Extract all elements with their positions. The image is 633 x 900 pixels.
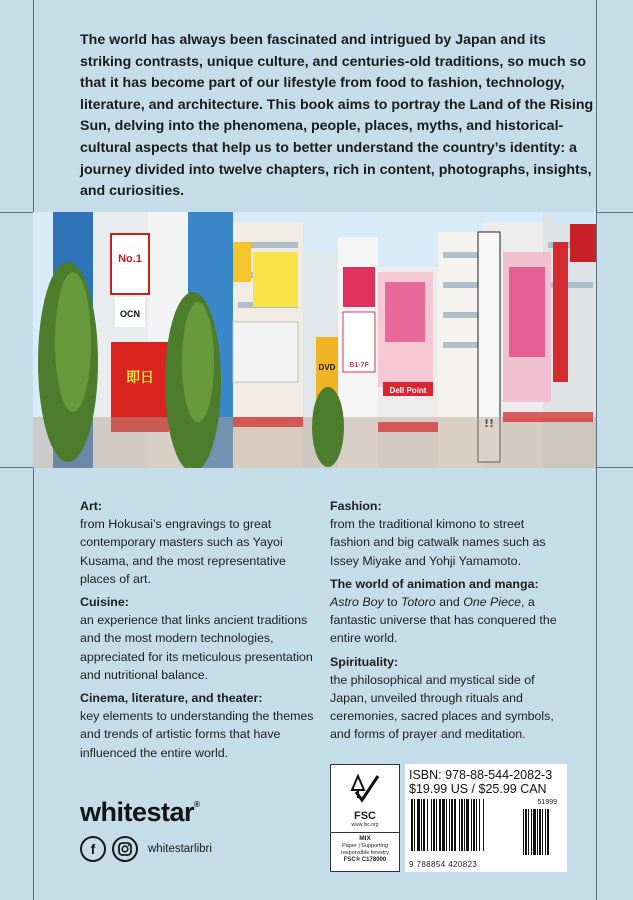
barcode-bar xyxy=(431,799,432,851)
fsc-code: FSC® C178000 xyxy=(343,857,387,863)
barcode-bar xyxy=(454,799,456,851)
barcode-bar xyxy=(473,799,475,851)
feature-text xyxy=(330,593,562,648)
feature-animation xyxy=(330,575,562,648)
work-title: Astro Boy xyxy=(330,595,384,610)
feature-title: Cuisine: xyxy=(80,595,129,610)
work-title: Totoro xyxy=(400,595,436,610)
barcode-addon-bar xyxy=(542,809,543,855)
barcode-bar xyxy=(442,799,445,851)
barcode-addon-bar xyxy=(545,809,546,855)
feature-cuisine xyxy=(80,593,320,684)
barcode xyxy=(409,799,563,869)
barcode-bar xyxy=(411,799,413,851)
akihabara-street-photo xyxy=(33,212,596,468)
barcode-bar xyxy=(439,799,441,851)
feature-text: key elements to understanding the themes and trends of artistic forms that have influenced the entire world. xyxy=(80,709,314,760)
barcode-bar xyxy=(464,799,465,851)
fsc-mix: MIX xyxy=(331,832,399,843)
barcode-bar xyxy=(476,799,477,851)
text-fragment: to xyxy=(383,595,401,610)
barcode-bar xyxy=(483,799,484,851)
barcode-bar xyxy=(423,799,425,851)
barcode-ean-number: 9 788854 420823 xyxy=(409,860,478,869)
logo-text: whitestar xyxy=(80,797,195,827)
social-handle[interactable]: whitestarlibri xyxy=(148,843,212,855)
barcode-bars xyxy=(409,799,563,861)
feature-text: from the traditional kimono to street fashion and big catwalk names such as Issey Miyake and Yohji Yamamoto. xyxy=(330,517,546,568)
barcode-bar xyxy=(449,799,450,851)
publisher-logo xyxy=(80,797,199,828)
billboard-exclaim-text: !! xyxy=(483,417,495,430)
feature-title: Cinema, literature, and theater: xyxy=(80,691,263,706)
price-text: $19.99 US / $25.99 CAN xyxy=(409,782,547,796)
instagram-icon[interactable] xyxy=(112,836,138,862)
billboard-dvd-text: DVD xyxy=(318,363,336,372)
work-title: One Piece xyxy=(463,595,522,610)
fsc-description: Paper | Supporting xyxy=(342,843,388,849)
barcode-addon-number: 51999 xyxy=(537,799,557,806)
feature-text: from Hokusai’s engravings to great contemporary masters such as Yayoi Kusama, and the most representative places of art. xyxy=(80,517,286,586)
isbn-barcode-box xyxy=(405,764,567,872)
barcode-bar xyxy=(451,799,453,851)
barcode-bar xyxy=(446,799,447,851)
feature-art xyxy=(80,497,320,588)
barcode-bar xyxy=(479,799,480,851)
text-fragment: and xyxy=(435,595,464,610)
feature-spirituality xyxy=(330,653,562,744)
text-fragment: , a fantastic universe that has conquered the entire world. xyxy=(330,595,557,646)
barcode-addon-bar xyxy=(528,809,529,855)
feature-cinema xyxy=(80,689,320,762)
feature-title: Art: xyxy=(80,499,103,513)
feature-list-right xyxy=(330,497,562,749)
feature-text: an experience that links ancient traditions and the most modern technologies, appreciated for its meticulous presentation and nutritional balance. xyxy=(80,613,313,682)
billboard-dell-point-text: Dell Point xyxy=(389,386,427,395)
barcode-bar xyxy=(459,799,460,851)
barcode-addon-bar xyxy=(531,809,532,855)
barcode-bar xyxy=(427,799,428,851)
barcode-bar xyxy=(436,799,437,851)
intro-paragraph: The world has always been fascinated and intrigued by Japan and its striking contrasts, unique culture, and centuries-old traditions, so much so that it has become part of our lifestyle from food to fashion, technology, literature, and architecture. This book aims to portray the Land of the Rising Sun, delving into the phenomena, people, places, myths, and historical-cultural aspects that help us to better understand the country’s identity: a journey divided into twelve chapters, rich in content, photographs, insights, and curiosities. xyxy=(80,32,594,200)
barcode-addon-bar xyxy=(539,809,541,855)
feature-list-left xyxy=(80,497,320,767)
billboard-no1-text: No.1 xyxy=(118,253,142,265)
fsc-name: FSC xyxy=(354,810,376,822)
barcode-bar xyxy=(433,799,435,851)
registered-mark: ® xyxy=(194,800,200,809)
billboard-floor-text: B1-7F xyxy=(349,362,369,369)
fsc-url: www.fsc.org xyxy=(351,822,379,828)
billboard-sokujitsu-text: 即日 xyxy=(126,370,154,386)
fsc-tree-check-icon xyxy=(348,770,382,804)
social-links xyxy=(80,836,212,862)
barcode-addon-bar xyxy=(547,809,549,855)
barcode-bar xyxy=(417,799,420,851)
barcode-addon-bar xyxy=(533,809,536,855)
feature-title: The world of animation and manga: xyxy=(330,576,539,591)
barcode-bar xyxy=(471,799,472,851)
barcode-bar xyxy=(466,799,469,851)
barcode-addon-bar xyxy=(525,809,527,855)
barcode-bar xyxy=(461,799,463,851)
feature-title: Fashion: xyxy=(330,499,382,513)
fsc-description: responsible forestry xyxy=(341,849,389,856)
facebook-glyph: f xyxy=(90,842,96,856)
barcode-addon-bar xyxy=(537,809,538,855)
barcode-bar xyxy=(421,799,422,851)
feature-fashion xyxy=(330,497,562,570)
isbn-number: ISBN: 978-88-544-2082-3 xyxy=(409,768,553,782)
facebook-icon[interactable] xyxy=(80,836,106,862)
billboard-ocn-text: OCN xyxy=(120,309,140,319)
barcode-bar xyxy=(414,799,415,851)
barcode-addon-bar xyxy=(523,809,524,855)
fsc-certification-label xyxy=(330,764,400,872)
feature-text: the philosophical and mystical side of Japan, unveiled through rituals and ceremonies, sacred places and symbols, and forms of prayer and meditation. xyxy=(330,672,554,742)
feature-title: Spirituality: xyxy=(330,654,399,669)
